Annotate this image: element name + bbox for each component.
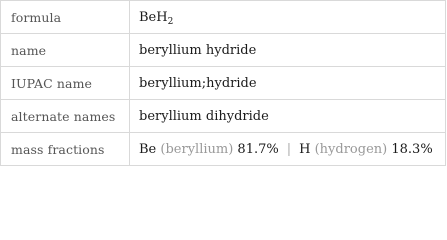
table-row-formula bbox=[1, 1, 446, 34]
alternate-names-value: beryllium dihydride bbox=[130, 100, 446, 133]
fraction-h-percent: 18.3% bbox=[391, 141, 433, 157]
fraction-be-name: (beryllium) bbox=[160, 141, 234, 157]
table-row-alternate-names bbox=[1, 100, 446, 133]
table-row-name bbox=[1, 34, 446, 67]
table-row-iupac-name bbox=[1, 67, 446, 100]
iupac-name-value: beryllium;hydride bbox=[130, 67, 446, 100]
row-label-alternate-names: alternate names bbox=[1, 100, 130, 133]
row-label-iupac-name: IUPAC name bbox=[1, 67, 130, 100]
row-label-name: name bbox=[1, 34, 130, 67]
row-label-mass-fractions: mass fractions bbox=[1, 133, 130, 166]
formula-value bbox=[130, 1, 446, 34]
fraction-separator: | bbox=[286, 141, 292, 157]
formula-subscript: 2 bbox=[167, 16, 174, 27]
mass-fractions-value bbox=[130, 133, 446, 166]
fraction-h-symbol: H bbox=[299, 141, 311, 157]
formula-base: BeH bbox=[139, 9, 168, 25]
row-label-formula: formula bbox=[1, 1, 130, 34]
fraction-h-name: (hydrogen) bbox=[314, 141, 388, 157]
name-value: beryllium hydride bbox=[130, 34, 446, 67]
fraction-be-symbol: Be bbox=[139, 141, 157, 157]
fraction-be-percent: 81.7% bbox=[237, 141, 279, 157]
table-row-mass-fractions bbox=[1, 133, 446, 166]
